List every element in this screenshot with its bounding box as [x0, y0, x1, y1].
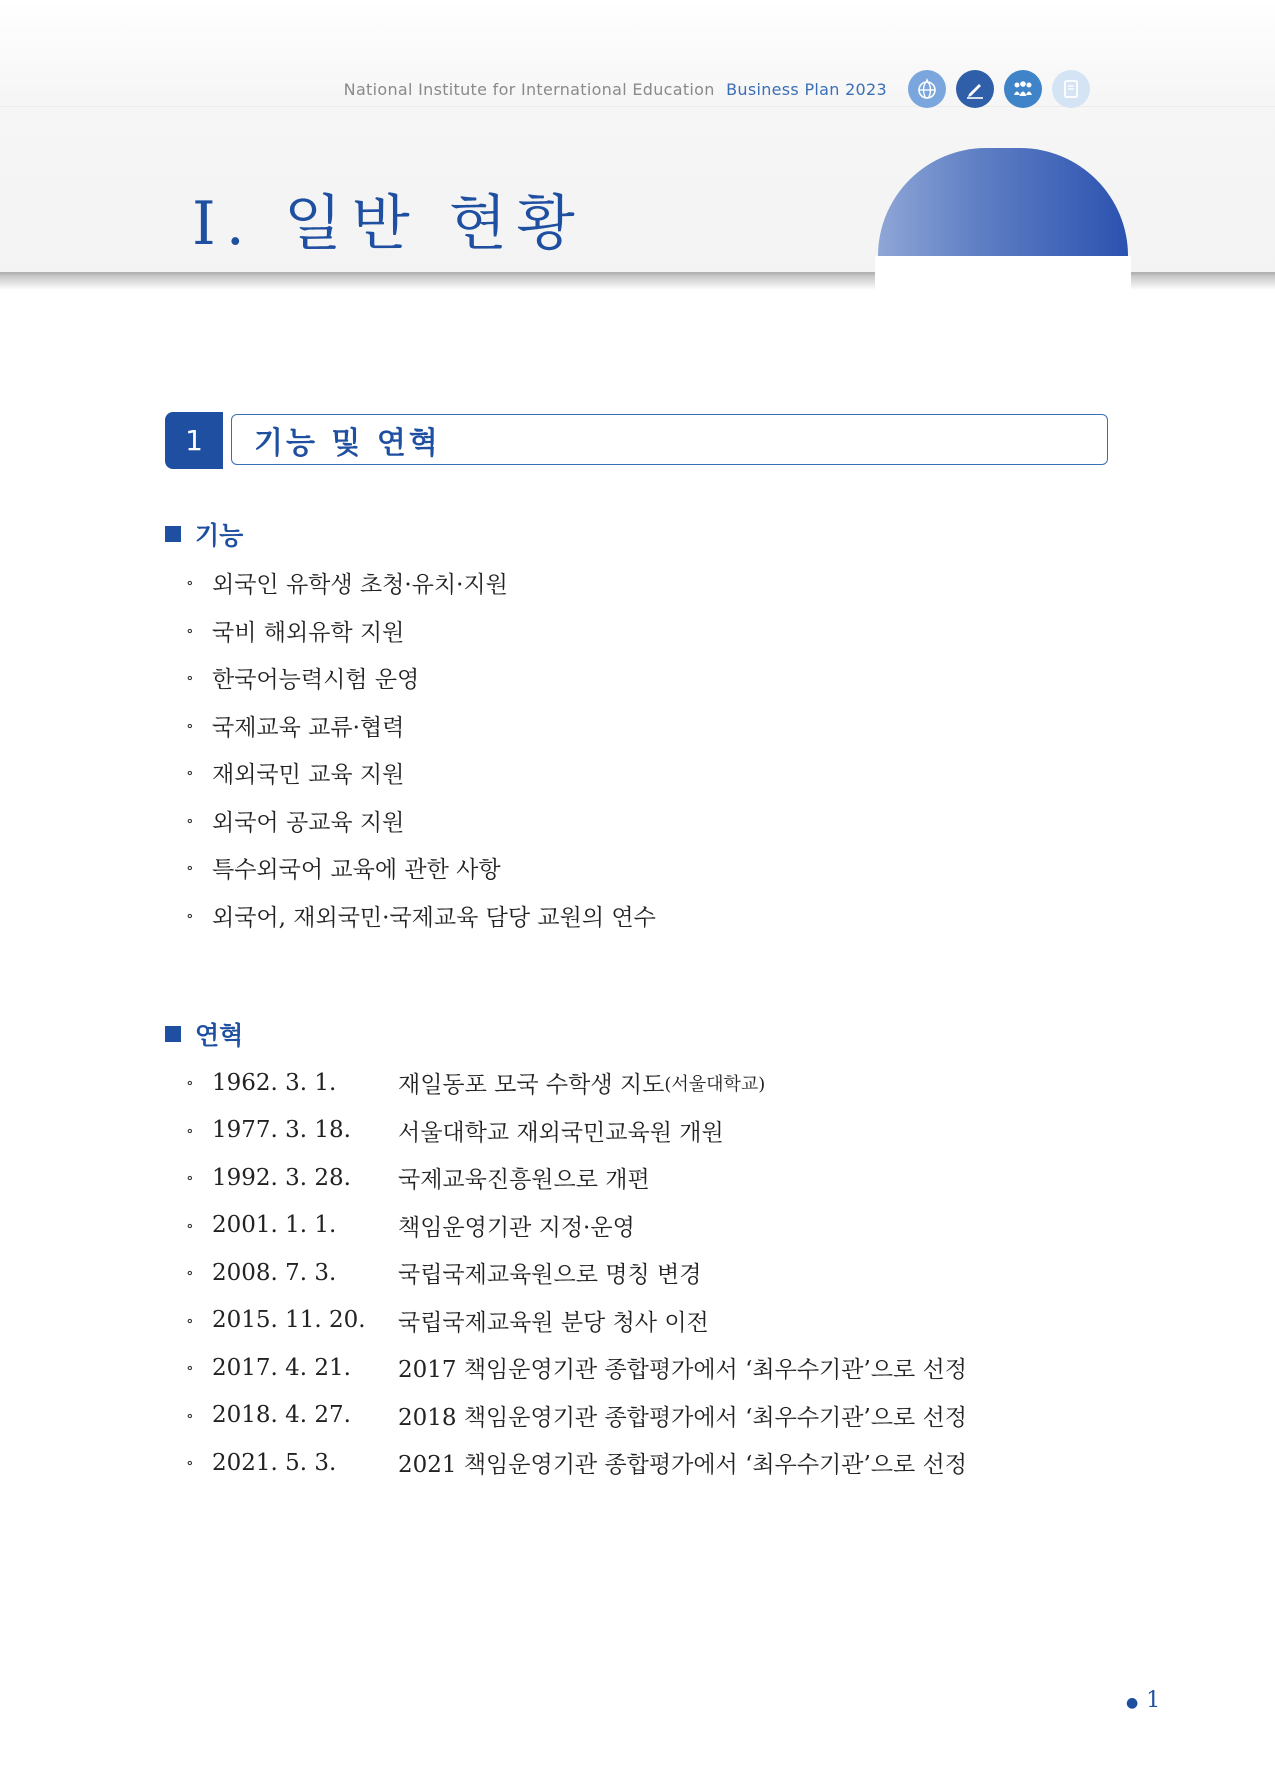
- pen-icon: [956, 70, 994, 108]
- function-text: 외국어 공교육 지원: [212, 809, 405, 836]
- history-date: 2008. 7. 3.: [212, 1259, 337, 1286]
- list-item: [186, 1202, 967, 1250]
- history-date: 2017. 4. 21.: [212, 1354, 351, 1381]
- plan-name: Business Plan 2023: [726, 80, 887, 99]
- page-number: [1126, 1688, 1160, 1713]
- function-text: 외국인 유학생 초청·유치·지원: [212, 572, 508, 599]
- list-item: [186, 1249, 967, 1297]
- function-text: 외국어, 재외국민·국제교육 담당 교원의 연수: [212, 904, 656, 931]
- list-item: [186, 654, 656, 702]
- list-item: [186, 607, 656, 655]
- dot-icon: ●: [1126, 1695, 1139, 1711]
- circle-bullet-icon: ∘: [186, 573, 194, 593]
- running-head: [344, 80, 887, 99]
- globe-icon: [908, 70, 946, 108]
- history-date: 1977. 3. 18.: [212, 1117, 351, 1144]
- header-icon-row: [908, 70, 1090, 108]
- circle-bullet-icon: ∘: [186, 810, 194, 830]
- history-date: 1962. 3. 1.: [212, 1069, 337, 1096]
- square-bullet-icon: [165, 1026, 181, 1042]
- functions-list: [186, 559, 656, 939]
- circle-bullet-icon: ∘: [186, 905, 194, 925]
- institute-name: National Institute for International Education: [343, 80, 715, 99]
- function-text: 한국어능력시험 운영: [212, 667, 420, 694]
- history-date: 2015. 11. 20.: [212, 1307, 366, 1334]
- list-item: [186, 1297, 967, 1345]
- function-text: 특수외국어 교육에 관한 사항: [212, 857, 501, 884]
- circle-bullet-icon: ∘: [186, 1405, 194, 1425]
- circle-bullet-icon: ∘: [186, 1073, 194, 1093]
- section-number: 1: [165, 412, 223, 469]
- circle-bullet-icon: ∘: [186, 1453, 194, 1473]
- history-date: 2001. 1. 1.: [212, 1212, 337, 1239]
- list-item: [186, 892, 656, 940]
- circle-bullet-icon: ∘: [186, 1263, 194, 1283]
- history-heading-label: 연혁: [195, 1021, 244, 1050]
- history-text: 2021 책임운영기관 종합평가에서 ‘최우수기관’으로 선정: [398, 1452, 967, 1479]
- people-icon: [1004, 70, 1042, 108]
- history-note: (서울대학교): [664, 1073, 766, 1095]
- function-text: 국제교육 교류·협력: [212, 714, 405, 741]
- half-circle-base: [875, 256, 1131, 296]
- list-item: [186, 1439, 967, 1487]
- list-item: [186, 1154, 967, 1202]
- circle-bullet-icon: ∘: [186, 1358, 194, 1378]
- history-date: 1992. 3. 28.: [212, 1164, 351, 1191]
- list-item: [186, 1059, 967, 1107]
- list-item: [186, 1392, 967, 1440]
- list-item: [186, 749, 656, 797]
- list-item: [186, 1344, 967, 1392]
- functions-heading-label: 기능: [195, 521, 244, 550]
- circle-bullet-icon: ∘: [186, 1120, 194, 1140]
- list-item: [186, 844, 656, 892]
- circle-bullet-icon: ∘: [186, 715, 194, 735]
- history-text: 2018 책임운영기관 종합평가에서 ‘최우수기관’으로 선정: [398, 1404, 967, 1431]
- circle-bullet-icon: ∘: [186, 763, 194, 783]
- list-item: [186, 797, 656, 845]
- function-text: 재외국민 교육 지원: [212, 762, 405, 789]
- history-heading: [165, 1016, 243, 1052]
- functions-heading: [165, 516, 243, 552]
- history-text: 재일동포 모국 수학생 지도: [398, 1072, 665, 1099]
- list-item: [186, 702, 656, 750]
- circle-bullet-icon: ∘: [186, 1215, 194, 1235]
- section-title: 기능 및 연혁: [231, 414, 1108, 465]
- history-date: 2021. 5. 3.: [212, 1449, 337, 1476]
- square-bullet-icon: [165, 526, 181, 542]
- history-date: 2018. 4. 27.: [212, 1402, 351, 1429]
- page-number-value: 1: [1146, 1688, 1161, 1713]
- chapter-title: Ⅰ. 일반 현황: [192, 189, 585, 259]
- circle-bullet-icon: ∘: [186, 1168, 194, 1188]
- list-item: [186, 1107, 967, 1155]
- circle-bullet-icon: ∘: [186, 858, 194, 878]
- history-text: 국제교육진흥원으로 개편: [398, 1167, 650, 1194]
- function-text: 국비 해외유학 지원: [212, 619, 405, 646]
- list-item: [186, 559, 656, 607]
- book-icon: [1052, 70, 1090, 108]
- history-text: 책임운영기관 지정·운영: [398, 1214, 635, 1241]
- history-text: 2017 책임운영기관 종합평가에서 ‘최우수기관’으로 선정: [398, 1357, 967, 1384]
- history-text: 국립국제교육원으로 명칭 변경: [398, 1262, 702, 1289]
- circle-bullet-icon: ∘: [186, 620, 194, 640]
- circle-bullet-icon: ∘: [186, 668, 194, 688]
- history-text: 국립국제교육원 분당 청사 이전: [398, 1309, 709, 1336]
- history-text: 서울대학교 재외국민교육원 개원: [398, 1119, 724, 1146]
- circle-bullet-icon: ∘: [186, 1310, 194, 1330]
- history-list: [186, 1059, 967, 1487]
